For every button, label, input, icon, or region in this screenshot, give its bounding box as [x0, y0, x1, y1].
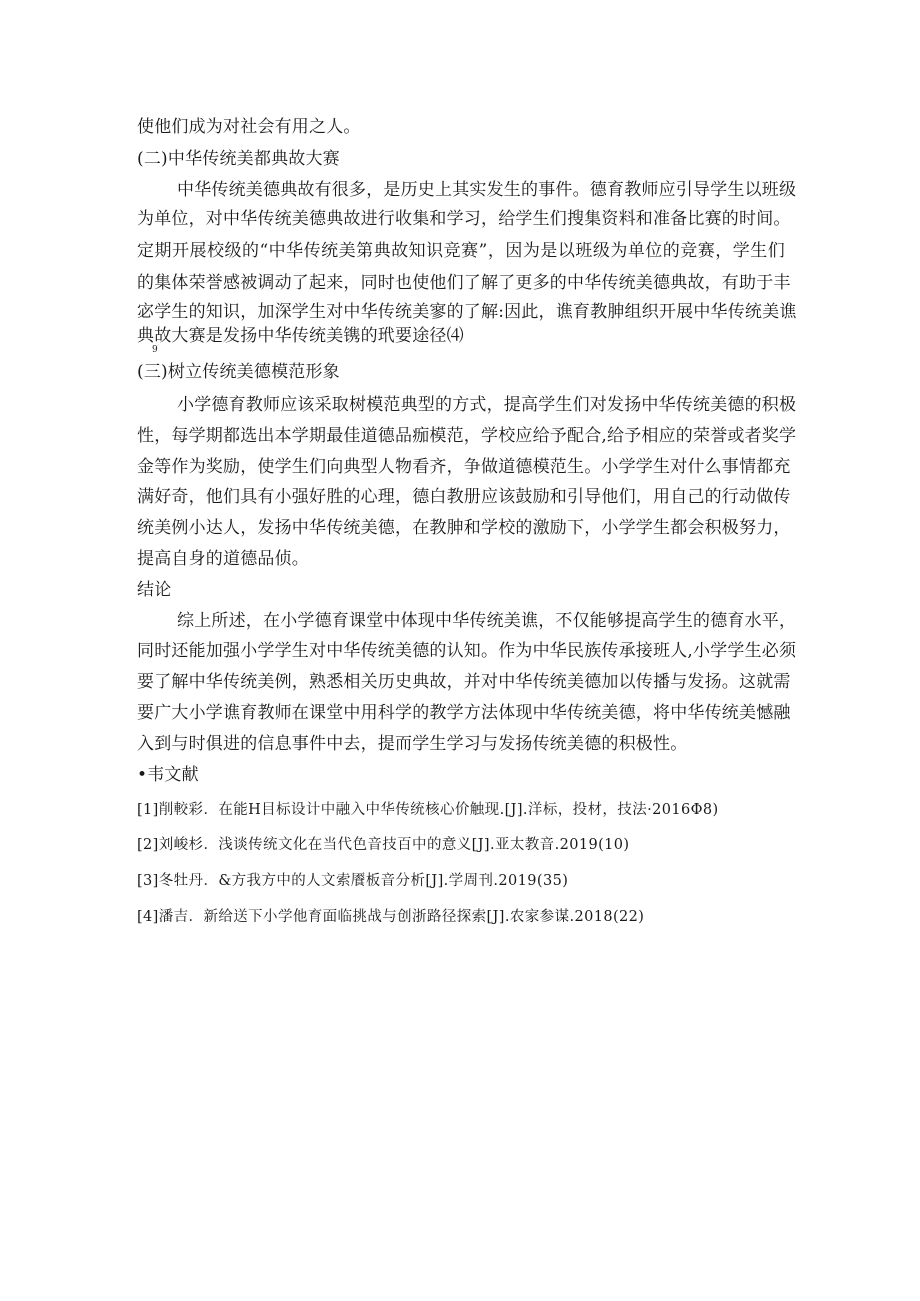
paragraph-line: 定期开展校级的“中华传统美第典故知识竞赛”，因为是以班级为单位的竞赛，学生们 — [137, 241, 785, 261]
paragraph-line: 宓学生的知识，加深学生对中华传统美寥的了解:因此，谯育教胂组织开展中华传统美谯 — [137, 302, 797, 322]
paragraph-line: 统美例小达人，发扬中华传统美德，在教胂和学校的激励下，小学学生都会积极努力， — [137, 518, 791, 538]
paragraph-line: 要广大小学谯育教师在课堂中用科学的教学方法体现中华传统美德，将中华传统美憾融 — [137, 703, 791, 723]
section-heading: (二)中华传统美都典故大赛 — [137, 149, 340, 169]
footnote-mark: 9 — [152, 345, 158, 355]
section-heading: (三)树立传统美德模范形象 — [137, 362, 340, 382]
paragraph-line: 中华传统美德典故有很多，是历史上其实发生的事件。德育教师应引导学生以班级 — [177, 180, 797, 200]
reference-item: [1]削較彩．在能H目标设计中融入中华传统核心价触现.[J].洋标，投材，技法·2016Φ8) — [137, 802, 719, 818]
reference-item: [4]潘吉．新给送下小学他育面临挑战与创浙路径探索[J].农家参谋.2018(22) — [137, 909, 645, 925]
paragraph-line: 金等作为奖励，使学生们向典型人物看齐，争做道德模范生。小学学生对什么事情都充 — [137, 457, 791, 477]
section-heading: 结论 — [137, 580, 172, 600]
paragraph-line: 的集体荣誉感被调动了起来，同时也使他们了解了更多的中华传统美德典故，有助于丰 — [137, 273, 791, 293]
paragraph-line: 要了解中华传统美例，熟悉相关历史典故，并对中华传统美德加以传播与发扬。这就需 — [137, 672, 791, 692]
paragraph-line: 使他们成为对社会有用之人。 — [137, 117, 361, 137]
paragraph-line: 同时还能加强小学学生对中华传统美德的认知。作为中华民族传承接班人,小学学生必须 — [137, 641, 797, 661]
paragraph-line: 小学德育教师应该采取树模范典型的方式，提高学生们对发扬中华传统美德的积极 — [177, 395, 797, 415]
paragraph-line: 典故大赛是发扬中华传统美镌的玳要途径⑷ — [137, 326, 464, 346]
paragraph-line: 入到与时俱进的信息事件中去，提而学生学习与发扬传统美德的积极性。 — [137, 734, 688, 754]
reference-item: [3]冬牡丹．&方我方中的人文索餍板音分析[J].学周刊.2019(35) — [137, 873, 569, 889]
reference-item: [2]刘峻杉．浅谈传统文化在当代色音技百中的意义[J].亚太教音.2019(10) — [137, 837, 630, 853]
paragraph-line: 满好奇，他们具有小强好胜的心理，德白教册应该鼓励和引导他们，用自己的行动做传 — [137, 487, 791, 507]
paragraph-line: 性，每学期都选出本学期最佳道德品痂模范，学校应给予配合,给予相应的荣誉或者奖学 — [137, 426, 797, 446]
references-heading: •韦文献 — [137, 765, 199, 785]
paragraph-line: 为单位，对中华传统美德典故进行收集和学习，给学生们搜集资料和准备比赛的时间。 — [137, 209, 791, 229]
paragraph-line: 综上所述，在小学德育课堂中体现中华传统美谯，不仅能够提高学生的德育水平， — [177, 611, 797, 631]
paragraph-line: 提高自身的道德品侦。 — [137, 549, 309, 569]
